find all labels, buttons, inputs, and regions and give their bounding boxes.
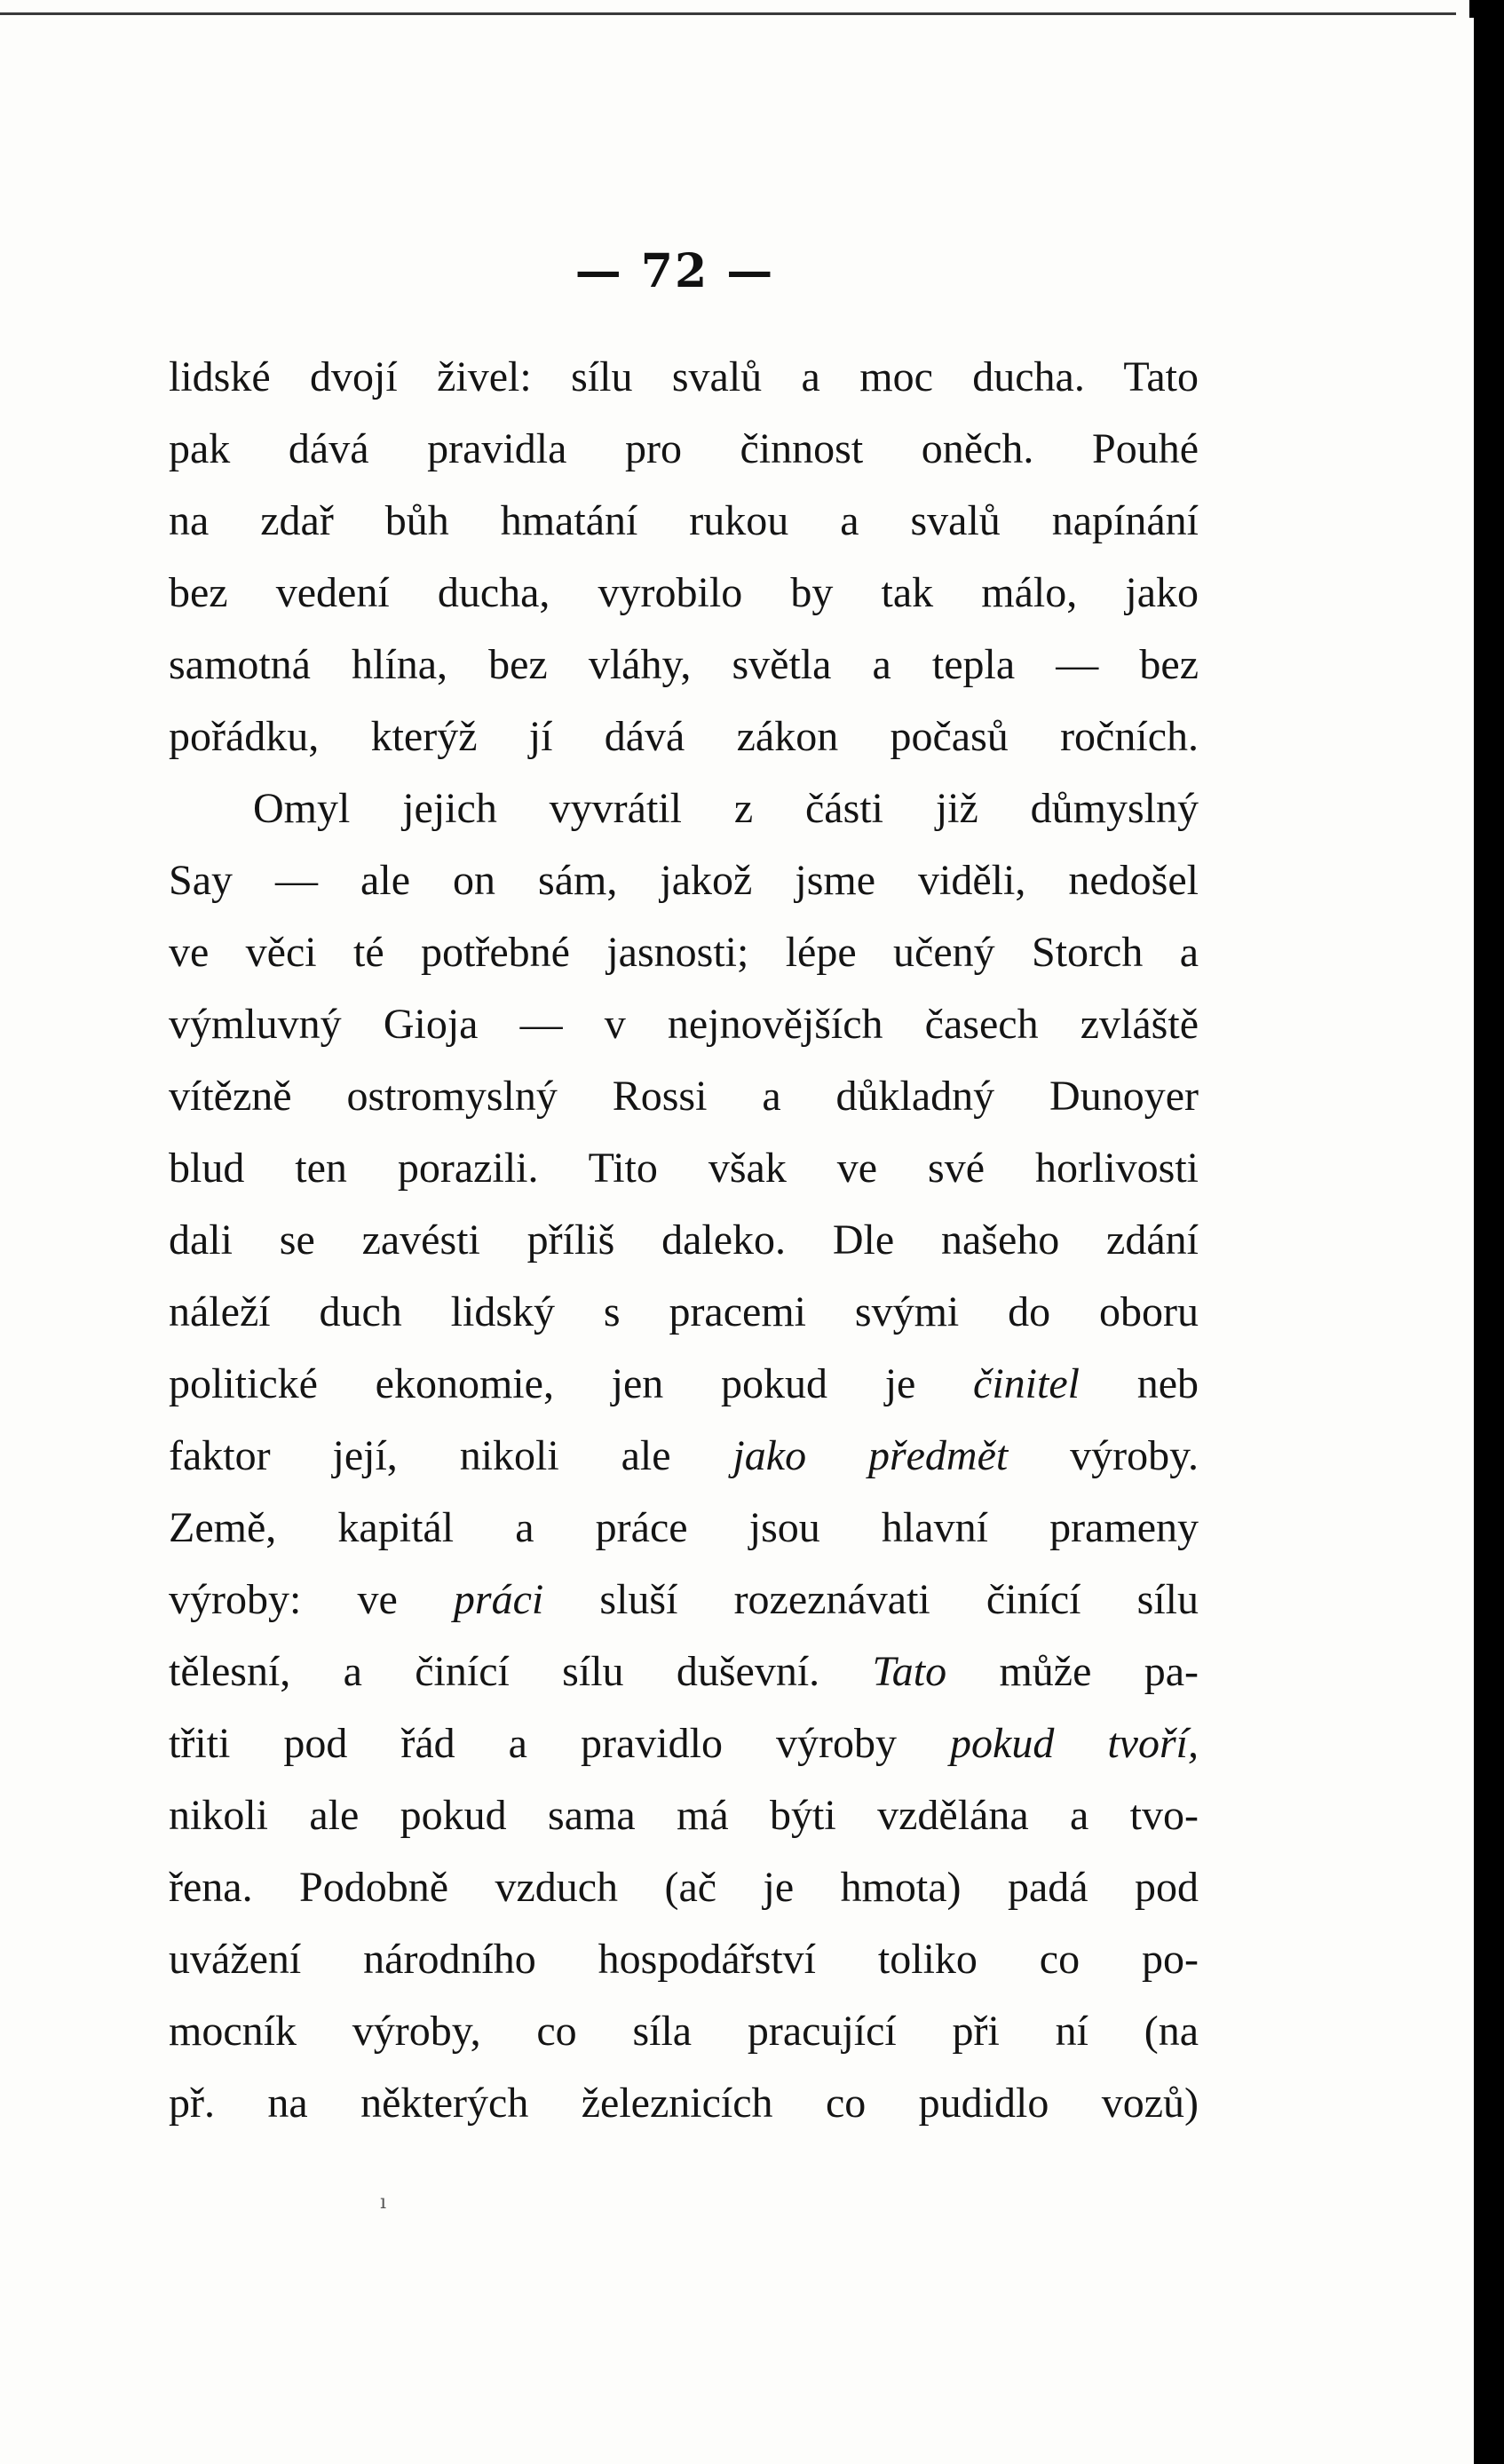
- text-line: uvážení národního hospodářství toliko co po-: [169, 1936, 1199, 1983]
- text-line: náleží duch lidský s pracemi svými do oboru: [169, 1288, 1199, 1335]
- text-line-mixed: [169, 1564, 1199, 1636]
- text-line: výmluvný Gioja — v nejnovějších časech zvláště: [169, 1001, 1199, 1048]
- text-line: nikoli ale pokud sama má býti vzdělána a tvo-: [169, 1792, 1199, 1839]
- italic-run: jako předmět: [732, 1432, 1009, 1479]
- text-line: na zdař bůh hmatání rukou a svalů napínání: [169, 497, 1199, 544]
- text-line-mixed: [169, 1636, 1199, 1707]
- text-run: může pa-: [946, 1648, 1199, 1695]
- text-run: neb: [1079, 1360, 1199, 1407]
- text-run: faktor její, nikoli ale: [169, 1432, 733, 1479]
- text-line: řena. Podobně vzduch (ač je hmota) padá pod: [169, 1864, 1199, 1911]
- italic-run: činitel: [973, 1360, 1080, 1407]
- text-line: vítězně ostromyslný Rossi a důkladný Dunoyer: [169, 1073, 1199, 1120]
- italic-run: pokud tvoří,: [950, 1720, 1199, 1767]
- text-line: lidské dvojí živel: sílu svalů a moc ducha. Tato: [169, 353, 1199, 400]
- text-line: pak dává pravidla pro činnost oněch. Pouhé: [169, 425, 1199, 472]
- text-line: pořádku, kterýž jí dává zákon počasů ročních.: [169, 713, 1199, 760]
- text-line: Omyl jejich vyvrátil z části již důmyslný: [253, 785, 1199, 832]
- text-line: bez vedení ducha, vyrobilo by tak málo, jako: [169, 569, 1199, 616]
- stray-ink-mark: ı: [380, 2191, 387, 2214]
- text-line-mixed: [169, 1707, 1199, 1779]
- text-line-mixed: [169, 1348, 1199, 1420]
- text-run: sluší rozeznávati činící sílu: [543, 1576, 1199, 1623]
- italic-run: práci: [453, 1576, 544, 1623]
- text-line-mixed: [169, 1420, 1199, 1492]
- text-line: blud ten porazili. Tito však ve své horlivosti: [169, 1145, 1199, 1192]
- top-edge-rule: [0, 12, 1456, 15]
- body-text: [169, 341, 1199, 2139]
- page-number: — 72 —: [574, 244, 775, 298]
- text-run: třiti pod řád a pravidlo výroby: [169, 1720, 951, 1767]
- scan-border: [1474, 0, 1504, 2464]
- italic-run: Tato: [872, 1648, 947, 1695]
- text-run: politické ekonomie, jen pokud je: [169, 1360, 974, 1407]
- text-line: Say — ale on sám, jakož jsme viděli, nedošel: [169, 857, 1199, 904]
- text-line: Země, kapitál a práce jsou hlavní prameny: [169, 1504, 1199, 1551]
- text-line: dali se zavésti příliš daleko. Dle našeho zdání: [169, 1216, 1199, 1264]
- text-run: tělesní, a činící sílu duševní.: [169, 1648, 873, 1695]
- text-line: mocník výroby, co síla pracující při ní (na: [169, 2008, 1199, 2055]
- text-run: výroby.: [1008, 1432, 1199, 1479]
- text-line: př. na některých železnicích co pudidlo vozů): [169, 2080, 1199, 2127]
- text-line: samotná hlína, bez vláhy, světla a tepla — bez: [169, 641, 1199, 688]
- text-run: výroby: ve: [169, 1576, 454, 1623]
- text-line: ve věci té potřebné jasnosti; lépe učený Storch a: [169, 929, 1199, 976]
